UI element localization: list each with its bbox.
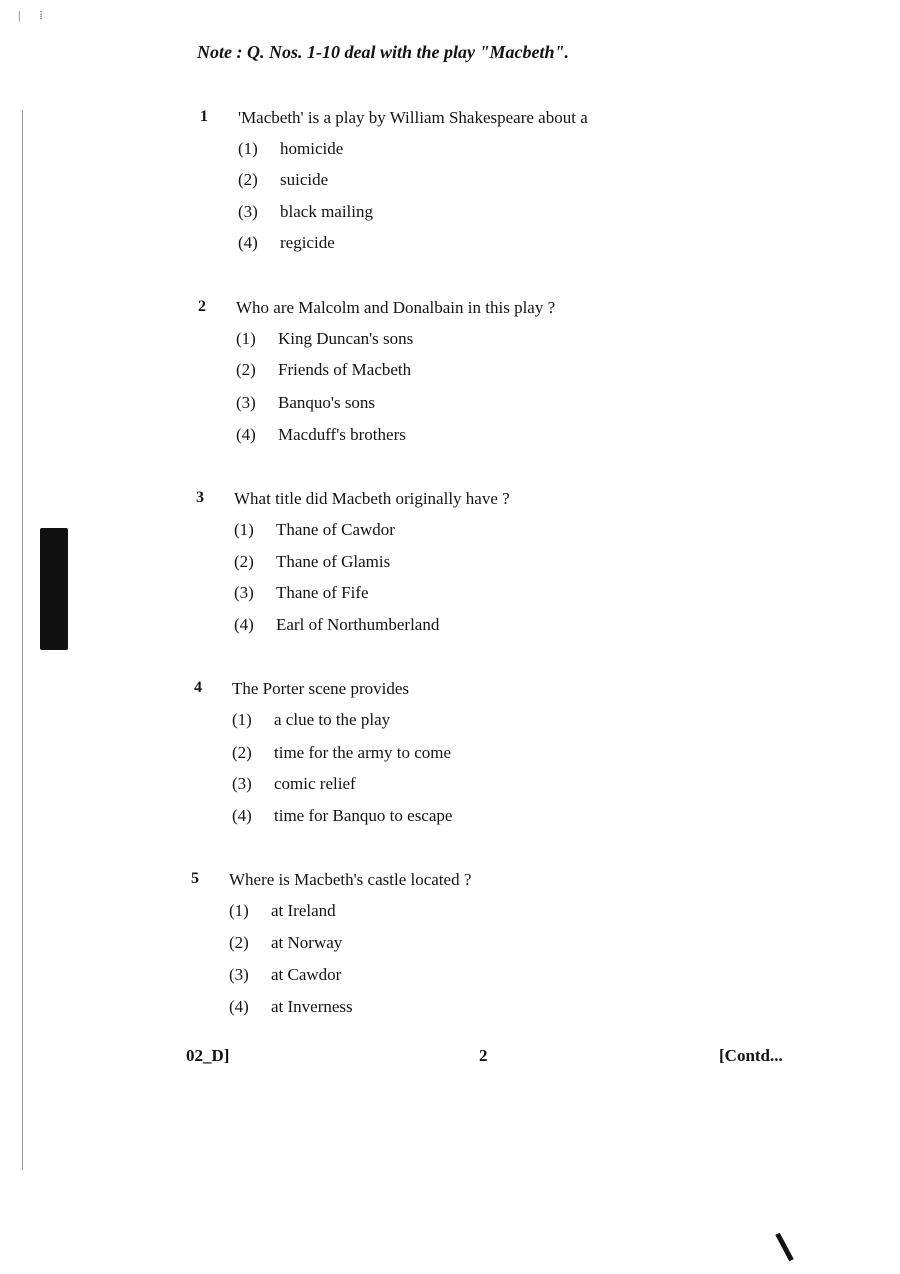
option-3: [229, 965, 341, 985]
question-number: 2: [198, 298, 206, 315]
option-1: [229, 901, 336, 921]
option-4: [229, 997, 353, 1017]
side-stamp-mark: [40, 528, 68, 650]
option-4: [236, 425, 406, 445]
option-1: [236, 329, 413, 349]
option-text: at Inverness: [271, 997, 353, 1016]
option-number: (3): [238, 202, 258, 221]
option-text: at Norway: [271, 933, 343, 952]
question-text: Where is Macbeth's castle located ?: [229, 870, 472, 889]
option-text: at Cawdor: [271, 965, 342, 984]
option-number: (2): [238, 170, 258, 189]
question-text: 'Macbeth' is a play by William Shakespeare about a: [238, 108, 588, 127]
option-number: (4): [229, 997, 249, 1016]
question-text: The Porter scene provides: [232, 679, 410, 698]
option-text: Thane of Fife: [276, 583, 369, 602]
option-number: (1): [236, 329, 256, 348]
option-text: black mailing: [280, 202, 374, 221]
option-2: [229, 933, 342, 953]
option-text: time for Banquo to escape: [274, 806, 453, 825]
option-2: [236, 360, 411, 380]
option-2: [238, 170, 328, 190]
option-number: (2): [234, 552, 254, 571]
option-text: homicide: [280, 139, 344, 158]
option-1: [234, 520, 395, 540]
option-text: a clue to the play: [274, 710, 391, 729]
option-text: Friends of Macbeth: [278, 360, 412, 379]
corner-pen-mark: [775, 1233, 793, 1262]
question-number: 1: [200, 108, 208, 125]
option-2: [232, 743, 451, 763]
option-text: comic relief: [274, 774, 356, 793]
option-number: (2): [236, 360, 256, 379]
option-3: [232, 774, 356, 794]
option-4: [238, 233, 335, 253]
question-number: 3: [196, 489, 204, 506]
option-3: [234, 583, 369, 603]
option-number: (2): [232, 743, 252, 762]
option-2: [234, 552, 390, 572]
option-text: suicide: [280, 170, 329, 189]
option-number: (4): [238, 233, 258, 252]
option-4: [234, 615, 439, 635]
option-number: (1): [229, 901, 249, 920]
question-text: Who are Malcolm and Donalbain in this play ?: [236, 298, 556, 317]
option-text: King Duncan's sons: [278, 329, 414, 348]
question-number: 5: [191, 870, 199, 887]
paper-code: 02_D]: [186, 1046, 230, 1065]
option-text: Thane of Glamis: [276, 552, 391, 571]
page-number: 2: [479, 1046, 488, 1065]
option-text: at Ireland: [271, 901, 336, 920]
option-text: Thane of Cawdor: [276, 520, 395, 539]
option-1: [232, 710, 390, 730]
option-text: regicide: [280, 233, 335, 252]
question-number: 4: [194, 679, 202, 696]
option-text: Banquo's sons: [278, 393, 376, 412]
option-number: (1): [234, 520, 254, 539]
option-text: Macduff's brothers: [278, 425, 406, 444]
section-note: Note : Q. Nos. 1-10 deal with the play "Macbeth".: [197, 42, 569, 62]
option-number: (1): [232, 710, 252, 729]
option-4: [232, 806, 452, 826]
option-number: (4): [236, 425, 256, 444]
option-number: (3): [232, 774, 252, 793]
option-number: (3): [229, 965, 249, 984]
option-text: Earl of Northumberland: [276, 615, 440, 634]
option-1: [238, 139, 343, 159]
binding-margin-line: [22, 110, 23, 1170]
option-number: (3): [236, 393, 256, 412]
option-number: (1): [238, 139, 258, 158]
option-3: [238, 202, 373, 222]
question-text: What title did Macbeth originally have ?: [234, 489, 510, 508]
option-text: time for the army to come: [274, 743, 452, 762]
option-number: (2): [229, 933, 249, 952]
scan-tick-marks: | ⁞: [18, 8, 51, 22]
option-number: (4): [234, 615, 254, 634]
option-number: (3): [234, 583, 254, 602]
option-number: (4): [232, 806, 252, 825]
option-3: [236, 393, 375, 413]
continued-label: [Contd...: [719, 1046, 783, 1065]
